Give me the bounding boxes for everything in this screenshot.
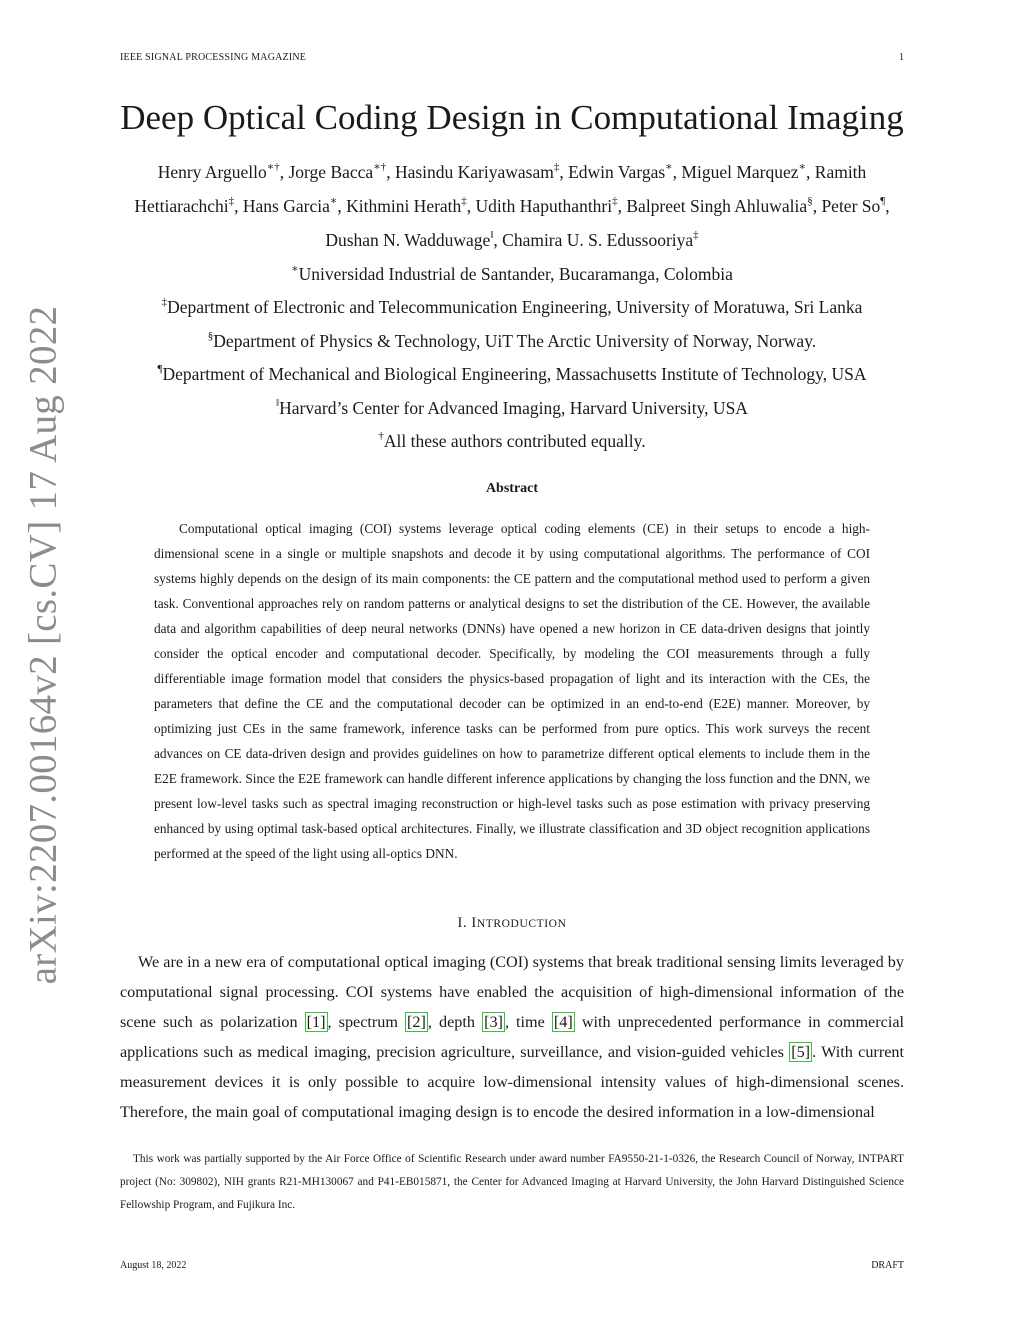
affiliation-mark: ∗	[798, 161, 807, 174]
intro-text: , depth	[427, 1013, 483, 1031]
affiliation-mark: ‖	[276, 397, 280, 410]
affiliation-mark: ¶	[880, 195, 886, 208]
affiliation-mark: ∗†	[266, 161, 280, 174]
affiliation-line	[110, 364, 914, 384]
section-number: I. I	[457, 915, 477, 931]
abstract-heading: Abstract	[485, 481, 539, 496]
affiliation-mark: §	[207, 330, 214, 343]
affiliation-line	[110, 431, 914, 451]
affiliation-line	[110, 264, 914, 284]
author: , Hans Garcia	[234, 196, 330, 216]
citation-link[interactable]: [3]	[484, 1013, 503, 1031]
arxiv-stamp: arXiv:2207.00164v2 [cs.CV] 17 Aug 2022	[21, 305, 65, 985]
running-header: IEEE SIGNAL PROCESSING MAGAZINE	[120, 52, 307, 63]
citation-link[interactable]: [5]	[791, 1043, 811, 1061]
affiliation-mark: ‡	[553, 161, 560, 174]
affiliation-text: All these authors contributed equally.	[383, 431, 646, 451]
affiliation-mark: †	[378, 430, 384, 443]
footer-status: DRAFT	[871, 1260, 904, 1271]
affiliation-text: Department of Mechanical and Biological Engineering, Massachusetts Institute of Technology, USA	[162, 364, 867, 384]
affiliation-text: Universidad Industrial de Santander, Bucaramanga, Colombia	[298, 264, 733, 284]
affiliation-mark: ‡	[228, 195, 235, 208]
author: , Balpreet Singh Ahluwalia	[617, 196, 808, 216]
abstract-text: Computational optical imaging (COI) systems leverage optical coding elements (CE) in their setups to encode a high-dimensional scene in a single or multiple snapshots and decode it by using computational algorithms. The performance of COI systems highly depends on the design of its main components: the CE pattern and the computational method used to perform a given task. Conventional approaches rely on random patterns or analytical designs to set the distribution of the CE. However, the available data and algorithm capabilities of deep neural networks (DNNs) have opened a new horizon in CE data-driven designs that jointly consider the optical encoder and computational decoder. Specifically, by modeling the COI measurements through a fully differentiable image formation model that considers the physics-based propagation of light and its interaction with the CEs, the parameters that define the CE and the computational decoder can be optimized in an end-to-end (E2E) manner. Moreover, by optimizing just CEs in the same framework, inference tasks can be performed from pure optics. This work surveys the recent advances on CE data-driven design and provides guidelines on how to parametrize different optical elements to include them in the E2E framework. Since the E2E framework can handle different inference applications by changing the loss function and the DNN, we present low-level tasks such as spectral imaging reconstruction or high-level tasks such as pose estimation with privacy preserving enhanced by using optimal task-based optical architectures. Finally, we illustrate classification and 3D object recognition applications performed at the speed of the light using all-optics DNN.	[154, 521, 870, 861]
author: Henry Arguello	[157, 162, 267, 182]
author: , Ramith Hettiarachchi	[134, 162, 867, 216]
affiliation-mark: ‡	[612, 195, 618, 208]
intro-text: . With current measurement devices it is only possible to acquire low-dimensional intensity values of high-dimensional scenes. Therefore, the main goal of computational imaging design is to encode the desired information in a low-dimensional	[120, 1043, 904, 1121]
intro-text: , time	[504, 1013, 552, 1031]
affiliation-mark: ∗	[329, 195, 338, 208]
affiliation-line	[110, 297, 914, 317]
affiliation-mark: ¶	[157, 363, 163, 376]
author: , Jorge Bacca	[279, 162, 374, 182]
intro-text: , spectrum	[327, 1013, 406, 1031]
affiliation-text: Harvard’s Center for Advanced Imaging, Harvard University, USA	[279, 398, 748, 418]
section-title: NTRODUCTION	[476, 918, 567, 930]
affiliation-text: Department of Electronic and Telecommunication Engineering, University of Moratuwa, Sri Lanka	[167, 297, 863, 317]
citation-link[interactable]: [2]	[407, 1013, 426, 1031]
author: , Edwin Vargas	[559, 162, 666, 182]
affiliation-mark: ‡	[693, 229, 699, 242]
affiliation-text: Department of Physics & Technology, UiT The Arctic University of Norway, Norway.	[213, 331, 817, 351]
author: , Hasindu Kariyawasam	[386, 162, 554, 182]
author: , Miguel Marquez	[672, 162, 799, 182]
author: , Chamira U. S. Edussooriya	[493, 230, 694, 250]
affiliation-mark: ‖	[490, 229, 494, 242]
page-number: 1	[899, 52, 904, 63]
affiliation-mark: ∗†	[373, 161, 387, 174]
affiliation-mark: §	[807, 195, 813, 208]
affiliation-mark: ∗	[291, 263, 299, 276]
citation-link[interactable]: [4]	[553, 1013, 573, 1031]
author: , Udith Haputhanthri	[466, 196, 613, 216]
paper-title: Deep Optical Coding Design in Computational Imaging	[120, 98, 904, 137]
citation-link[interactable]: [1]	[306, 1013, 326, 1031]
intro-text: with unprecedented performance in commercial applications such as medical imaging, precision agriculture, surveillance, and vision-guided vehicles	[120, 1013, 904, 1061]
affiliation-mark: ‡	[161, 296, 168, 309]
affiliation-mark: ‡	[461, 195, 467, 208]
author: , Dushan N. Wadduwage	[325, 196, 890, 250]
intro-text: We are in a new era of computational optical imaging (COI) systems that break traditional sensing limits leveraged by computational signal processing. COI systems have enabled the acquisition of high-dimensional information of the scene such as polarization	[120, 953, 904, 1031]
introduction-paragraph	[120, 947, 904, 1127]
funding-footnote: This work was partially supported by the Air Force Office of Scientific Research under award number FA9550-21-1-0326, the Research Council of Norway, INTPART project (No: 309802), NIH grants R21-MH130067 and P41-EB015871, the Center for Advanced Imaging at Harvard University, the John Harvard Distinguished Science Fellowship Program, and Fujikura Inc.	[120, 1153, 904, 1211]
affiliation-line	[110, 331, 914, 351]
affiliation-line	[110, 398, 914, 418]
section-heading	[312, 915, 712, 932]
affiliation-mark: ∗	[665, 161, 673, 174]
footer-date: August 18, 2022	[120, 1260, 187, 1271]
author-list	[110, 155, 914, 257]
author: , Kithmini Herath	[337, 196, 462, 216]
author: , Peter So	[812, 196, 881, 216]
